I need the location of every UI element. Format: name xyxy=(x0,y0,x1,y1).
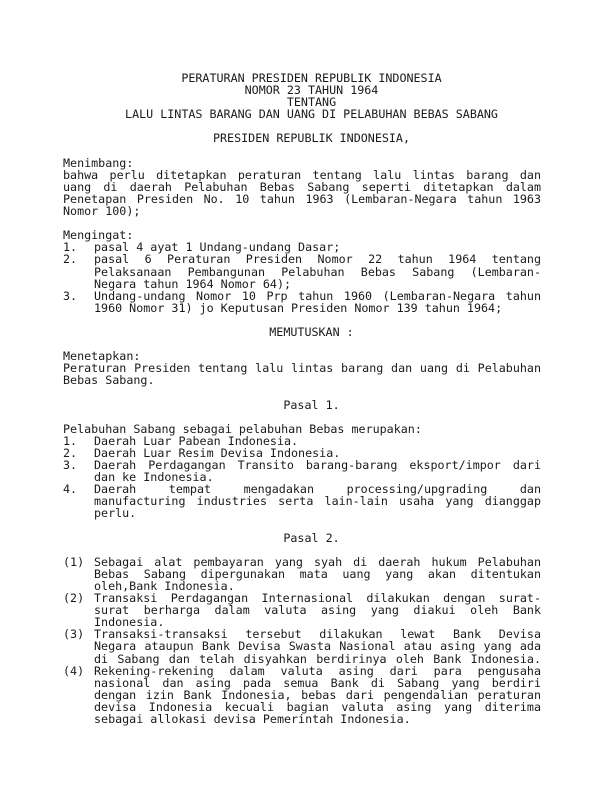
doc-text-line xyxy=(63,507,541,519)
blank-line xyxy=(63,386,541,398)
line-text: NOMOR 23 TAHUN 1964 xyxy=(244,83,379,98)
list-marker: 4. xyxy=(63,482,78,497)
line-text xyxy=(63,519,541,531)
list-marker: 3. xyxy=(63,288,78,303)
line-text xyxy=(63,217,541,229)
line-text: LALU LINTAS BARANG DAN UANG DI PELABUHAN BEBAS SABANG xyxy=(125,107,498,122)
blank-line xyxy=(63,217,541,229)
list-marker xyxy=(63,266,94,278)
doc-text-line xyxy=(63,665,541,677)
list-marker: 3. xyxy=(63,458,78,472)
list-marker xyxy=(63,568,94,580)
list-marker xyxy=(63,653,94,665)
line-text: PRESIDEN REPUBLIK INDONESIA, xyxy=(212,131,411,146)
doc-text-line xyxy=(63,157,541,169)
doc-heading-line xyxy=(63,108,541,120)
doc-text-line xyxy=(63,653,541,665)
line-text: 1960 Nomor 31) jo Keputusan Presiden Nomor 139 tahun 1964; xyxy=(94,300,503,315)
doc-text-line xyxy=(63,713,541,725)
doc-heading-line xyxy=(63,532,541,544)
doc-text-line xyxy=(63,205,541,217)
doc-text-line xyxy=(63,266,541,278)
line-text xyxy=(63,386,541,398)
blank-line xyxy=(63,544,541,556)
list-marker: (2) xyxy=(63,591,85,606)
line-text: Sebagai alat pembayaran yang syah di daerah hukum Pelabuhan xyxy=(94,554,541,569)
line-text: uang di daerah Pelabuhan Bebas Sabang seperti ditetapkan dalam xyxy=(63,179,541,194)
line-text: Negara ataupun Bank Devisa Swasta Nasional atau asing yang ada xyxy=(94,639,541,654)
doc-text-line xyxy=(63,374,541,386)
blank-line xyxy=(63,145,541,157)
line-text: Daerah tempat mengadakan processing/upgrading dan xyxy=(94,482,541,497)
line-text: bahwa perlu ditetapkan peraturan tentang lalu lintas barang dan xyxy=(63,167,541,182)
blank-line xyxy=(63,519,541,531)
line-text: Pelaksanaan Pembangunan Pelabuhan Bebas Sabang (Lembaran- xyxy=(94,264,541,279)
list-marker: 1. xyxy=(63,433,78,448)
line-text xyxy=(63,411,541,423)
line-text: oleh,Bank Indonesia. xyxy=(94,578,235,593)
list-marker xyxy=(63,689,94,701)
doc-heading-line xyxy=(63,326,541,338)
line-text xyxy=(63,145,541,157)
line-text: Bebas Sabang dipergunakan mata uang yang akan ditentukan xyxy=(94,566,541,581)
blank-line xyxy=(63,411,541,423)
line-text: TENTANG xyxy=(286,95,337,110)
line-text: pasal 4 ayat 1 Undang-undang Dasar; xyxy=(94,240,341,255)
doc-text-line xyxy=(63,677,541,689)
line-text: Menetapkan: xyxy=(63,349,141,364)
doc-heading-line xyxy=(63,399,541,411)
list-marker xyxy=(63,604,94,616)
doc-text-line xyxy=(63,278,541,290)
line-text: Transaksi-transaksi tersebut dilakukan lewat Bank Devisa xyxy=(94,627,541,642)
list-marker xyxy=(63,640,94,652)
line-text: Nomor 100); xyxy=(63,204,141,219)
line-text: Mengingat: xyxy=(63,228,134,243)
line-text: Penetapan Presiden No. 10 tahun 1963 (Lembaran-Negara tahun 1963 xyxy=(63,191,541,206)
list-marker xyxy=(63,701,94,713)
list-marker xyxy=(63,713,94,725)
doc-text-line xyxy=(63,640,541,652)
list-marker xyxy=(63,677,94,689)
list-marker: (4) xyxy=(63,663,85,678)
line-text xyxy=(63,544,541,556)
line-text: manufacturing industries serta lain-lain usaha yang dianggap xyxy=(94,494,541,509)
line-text: Rekening-rekening dalam valuta asing dari para pengusaha xyxy=(94,663,541,678)
list-marker: (1) xyxy=(63,554,85,569)
list-marker xyxy=(63,278,94,290)
line-text: Daerah Perdagangan Transito barang-barang eksport/impor dari xyxy=(94,458,541,472)
line-text: Pasal 2. xyxy=(283,530,340,545)
list-marker: 1. xyxy=(63,240,78,255)
line-text: Pelabuhan Sabang sebagai pelabuhan Bebas merupakan: xyxy=(63,421,422,436)
line-text: perlu. xyxy=(94,506,137,521)
line-text: MEMUTUSKAN : xyxy=(269,324,354,339)
list-marker: (3) xyxy=(63,627,85,642)
line-text: Negara tahun 1964 Nomor 64); xyxy=(94,276,292,291)
line-text: Daerah Luar Resim Devisa Indonesia. xyxy=(94,445,341,460)
line-text: di Sabang dan telah disyahkan berdirinya oleh Bank Indonesia. xyxy=(94,651,541,666)
line-text: dengan izin Bank Indonesia, bebas dari pengendalian peraturan xyxy=(94,687,541,702)
line-text: Daerah Luar Pabean Indonesia. xyxy=(94,433,299,448)
doc-text-line xyxy=(63,302,541,314)
line-text: Transaksi Perdagangan Internasional dilakukan dengan surat- xyxy=(94,591,541,606)
line-text: pasal 6 Peraturan Presiden Nomor 22 tahun 1964 tentang xyxy=(94,252,541,267)
line-text: dan ke Indonesia. xyxy=(94,470,214,485)
line-text: Bebas Sabang. xyxy=(63,373,155,388)
line-text: PERATURAN PRESIDEN REPUBLIK INDONESIA xyxy=(181,71,442,85)
list-marker xyxy=(63,507,94,519)
line-text: Pasal 1. xyxy=(283,397,340,412)
line-text: sebagai allokasi devisa Pemerintah Indonesia. xyxy=(94,711,411,726)
line-text: devisa Indonesia kecuali bagian valuta asing yang diterima xyxy=(94,699,541,714)
line-text: Menimbang: xyxy=(63,155,134,170)
line-text: Indonesia. xyxy=(94,615,165,630)
list-marker: 2. xyxy=(63,445,78,460)
list-marker xyxy=(63,495,94,507)
list-marker: 2. xyxy=(63,252,78,267)
list-marker xyxy=(63,302,94,314)
doc-heading-line xyxy=(63,132,541,144)
doc-text-line xyxy=(63,290,541,302)
doc-text-line xyxy=(63,253,541,265)
line-text: nasional dan asing pada semua Bank di Sabang yang berdiri xyxy=(94,675,541,690)
line-text: Undang-undang Nomor 10 Prp tahun 1960 (Lembaran-Negara tahun xyxy=(94,288,541,303)
line-text: surat berharga dalam valuta asing yang diakui oleh Bank xyxy=(94,603,541,618)
doc-text-line xyxy=(63,423,541,435)
line-text: Peraturan Presiden tentang lalu lintas barang dan uang di Pelabuhan xyxy=(63,361,541,376)
